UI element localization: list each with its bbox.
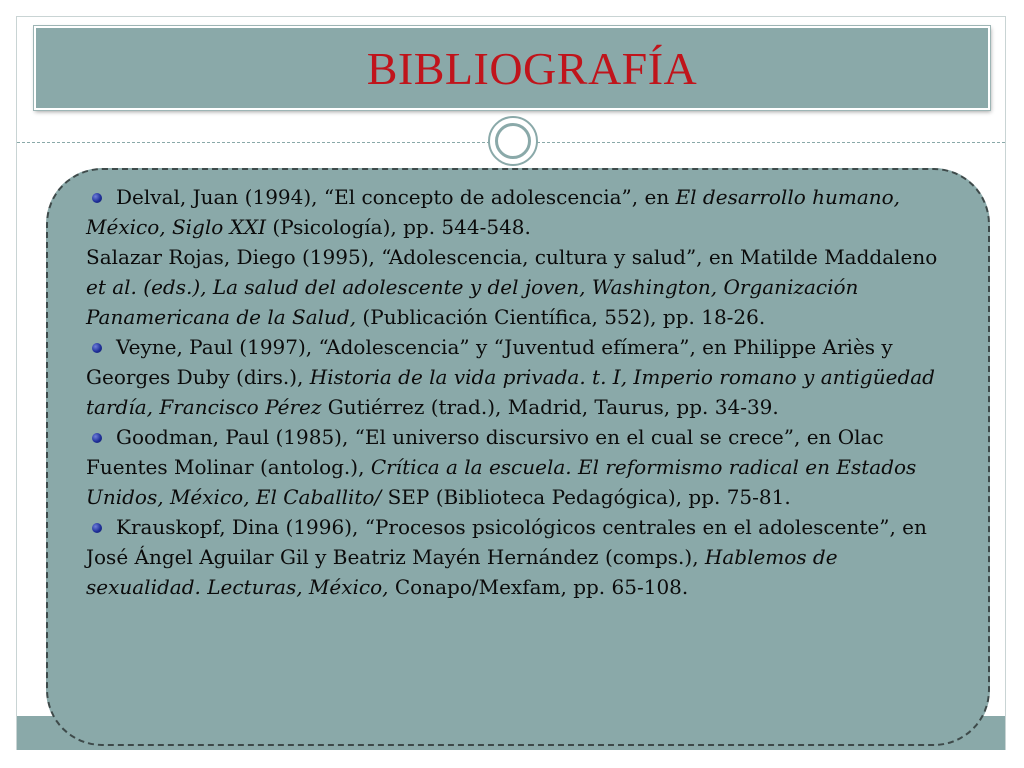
entry-text: Gutiérrez (trad.), Madrid, Taurus, pp. 34-39. <box>321 395 779 419</box>
entry-italic-text: et al. (eds.), La salud del adolescente y del joven, Washington, Organización Panamericana de la Salud, <box>86 275 859 329</box>
entry-text: Krauskopf, Dina (1996), “Procesos psicológicos centrales en el adolescente”, en José Ángel Aguilar Gil y Beatriz Mayén Hernández (comps.), <box>86 515 927 569</box>
bullet-icon <box>92 343 102 353</box>
bibliography-entry <box>86 242 952 332</box>
entry-text: SEP (Biblioteca Pedagógica), pp. 75-81. <box>381 485 791 509</box>
entry-text: (Publicación Científica, 552), pp. 18-26. <box>356 305 766 329</box>
bibliography-entry <box>86 422 952 512</box>
entry-text: Conapo/Mexfam, pp. 65-108. <box>388 575 689 599</box>
bibliography-panel <box>46 168 990 746</box>
bibliography-entry <box>86 512 952 602</box>
entry-text: Delval, Juan (1994), “El concepto de adolescencia”, en <box>116 185 676 209</box>
entry-italic-text: El desarrollo humano, México, Siglo XXI <box>86 185 901 239</box>
bullet-icon <box>92 193 102 203</box>
bibliography-entry <box>86 332 952 422</box>
entry-text: Veyne, Paul (1997), “Adolescencia” y “Juventud efímera”, en Philippe Ariès y Georges Duby (dirs.), <box>86 335 893 389</box>
entry-text: Salazar Rojas, Diego (1995), “Adolescencia, cultura y salud”, en Matilde Maddaleno <box>86 245 938 269</box>
entry-text: Goodman, Paul (1985), “El universo discursivo en el cual se crece”, en Olac Fuentes Molinar (antolog.), <box>86 425 884 479</box>
entry-italic-text: Hablemos de sexualidad. Lecturas, México, <box>86 545 838 599</box>
bullet-icon <box>92 433 102 443</box>
title-bar <box>34 26 990 110</box>
bibliography-entry <box>86 182 952 242</box>
bullet-icon <box>92 523 102 533</box>
entry-italic-text: Crítica a la escuela. El reformismo radical en Estados Unidos, México, El Caballito/ <box>86 455 917 509</box>
slide-title: BIBLIOGRAFÍA <box>366 42 698 94</box>
entry-italic-text: Historia de la vida privada. t. I, Imperio romano y antigüedad tardía, Francisco Pérez <box>86 365 935 419</box>
bibliography-list <box>86 182 952 602</box>
entry-text: (Psicología), pp. 544-548. <box>266 215 531 239</box>
ring-ornament-icon <box>488 116 538 166</box>
